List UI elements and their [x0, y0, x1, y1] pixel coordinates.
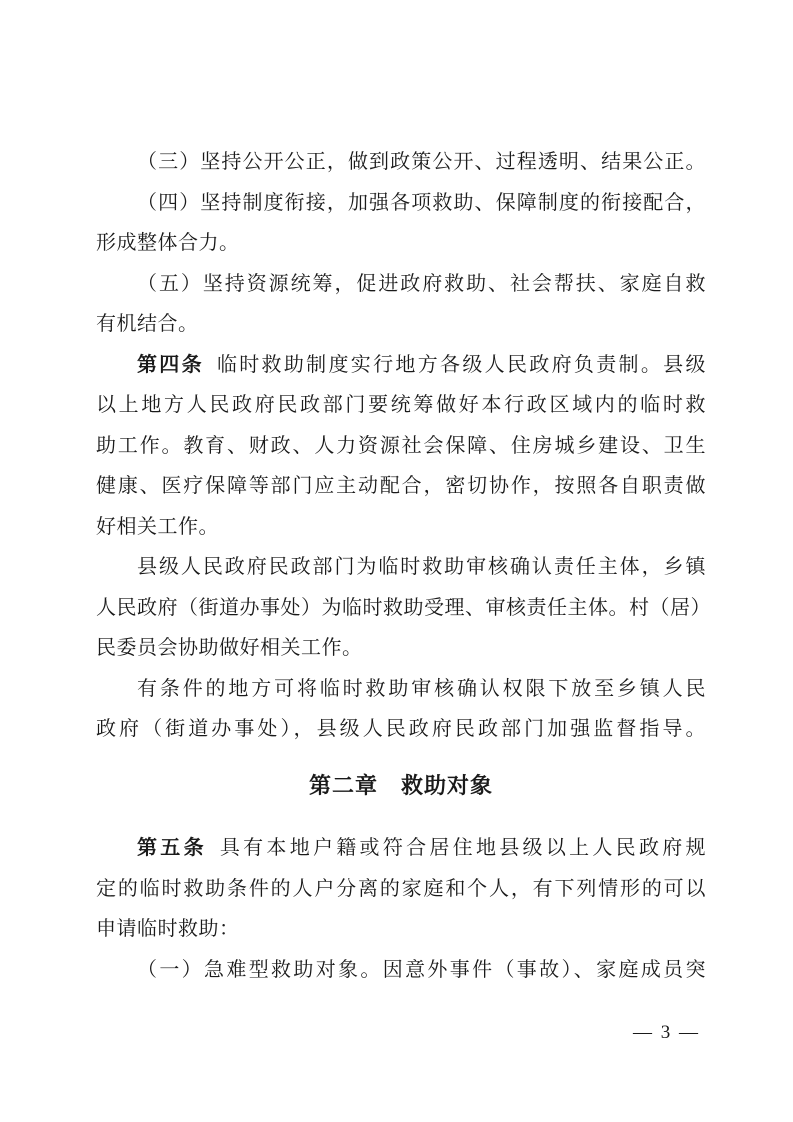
text-line-content: 助工作。教育、财政、人力资源社会保障、住房城乡建设、卫生 — [96, 434, 706, 457]
text-line — [96, 828, 706, 869]
paragraph — [96, 950, 706, 991]
paragraph — [96, 669, 706, 750]
text-line-content: 申请临时救助： — [96, 918, 240, 940]
chapter-heading: 第二章 救助对象 — [308, 772, 493, 798]
text-line-content: 人民政府（街道办事处）为临时救助受理、审核责任主体。村（居） — [96, 596, 711, 619]
text-line-content: 形成整体合力。 — [96, 232, 240, 254]
text-line — [96, 628, 706, 669]
text-line-content: 临时救助制度实行地方各级人民政府负责制。县级 — [216, 353, 706, 376]
text-line — [96, 345, 706, 386]
text-line — [96, 142, 706, 183]
text-line — [96, 950, 706, 991]
paragraph — [96, 828, 706, 950]
text-line-content: （五）坚持资源统筹，促进政府救助、社会帮扶、家庭自救 — [137, 272, 706, 295]
paragraph — [96, 183, 706, 264]
text-line — [96, 223, 706, 264]
text-line-content: 以上地方人民政府民政部门要统筹做好本行政区域内的临时救 — [96, 394, 706, 416]
text-line — [96, 466, 706, 507]
text-line — [96, 183, 706, 224]
text-line-content: 有条件的地方可将临时救助审核确认权限下放至乡镇人民 — [137, 677, 706, 700]
text-line-content: （一）急难型救助对象。因意外事件（事故）、家庭成员突 — [137, 958, 706, 981]
article-number: 第五条 — [137, 837, 207, 859]
text-line — [96, 669, 706, 710]
text-line — [96, 588, 711, 629]
text-line-content: 具有本地户籍或符合居住地县级以上人民政府规 — [219, 837, 707, 859]
paragraph — [96, 264, 706, 345]
text-line — [96, 709, 706, 750]
text-line-content: 有机结合。 — [96, 313, 199, 335]
paragraph — [96, 547, 711, 669]
text-line — [96, 385, 706, 426]
page-number: — 3 — — [633, 1022, 700, 1043]
text-line-content: 县级人民政府民政部门为临时救助审核确认责任主体，乡镇 — [137, 556, 706, 578]
text-line — [96, 304, 706, 345]
text-line-content: （三）坚持公开公正，做到政策公开、过程透明、结果公正。 — [137, 151, 706, 173]
text-line-content: 好相关工作。 — [96, 515, 219, 538]
text-line — [96, 869, 706, 910]
article-number: 第四条 — [137, 353, 204, 376]
text-line-content: 健康、医疗保障等部门应主动配合，密切协作，按照各自职责做 — [96, 475, 706, 497]
paragraph — [96, 142, 706, 183]
text-line — [96, 547, 706, 588]
text-line — [96, 426, 706, 467]
text-line-content: 民委员会协助做好相关工作。 — [96, 637, 363, 659]
text-line-content: （四）坚持制度衔接，加强各项救助、保障制度的衔接配合， — [137, 191, 706, 214]
text-line-content: 政府（街道办事处），县级人民政府民政部门加强监督指导。 — [96, 718, 706, 740]
text-line — [96, 909, 706, 950]
text-line — [96, 264, 706, 305]
text-line-content: 定的临时救助条件的人户分离的家庭和个人，有下列情形的可以 — [96, 877, 706, 900]
document-body — [96, 142, 711, 990]
paragraph — [96, 345, 706, 548]
text-line — [96, 507, 706, 548]
